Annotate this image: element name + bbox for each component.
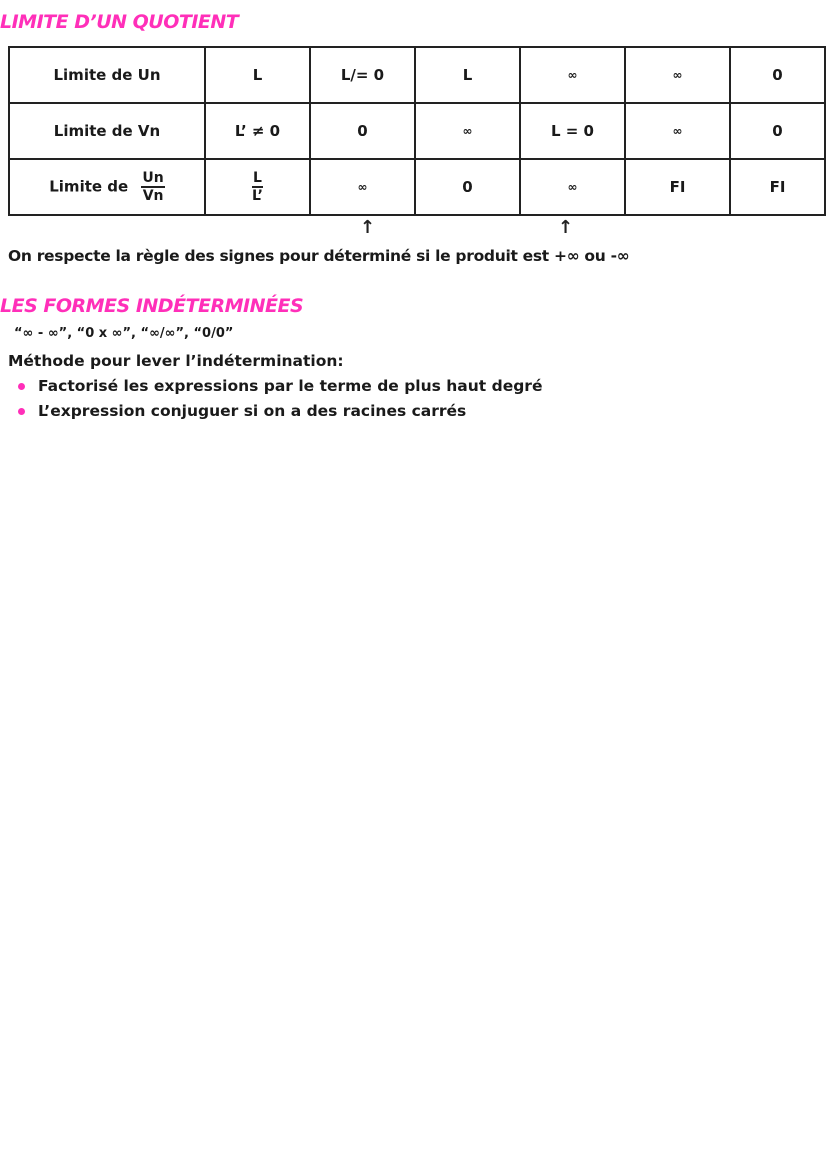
row-label-quotient — [9, 159, 205, 215]
table-cell: ∞ — [625, 103, 730, 159]
indeterminate-forms-list: “∞ - ∞”, “0 x ∞”, “∞/∞”, “0/0” — [14, 326, 234, 341]
table-cell: L — [415, 47, 520, 103]
fraction-denominator: Vn — [142, 188, 164, 204]
table-row-quotient — [9, 159, 825, 215]
arrow-up-icon: ↑ — [558, 217, 574, 238]
table-cell: 0 — [730, 103, 825, 159]
table-row-vn — [9, 103, 825, 159]
fraction-numerator: Un — [142, 170, 164, 186]
table-cell: 0 — [415, 159, 520, 215]
table-cell-fraction — [205, 159, 310, 215]
table-cell: ∞ — [625, 47, 730, 103]
table-cell: L’ ≠ 0 — [205, 103, 310, 159]
fraction-denominator: L’ — [251, 188, 264, 204]
table-cell: ∞ — [520, 47, 625, 103]
row-label-un: Limite de Un — [9, 47, 205, 103]
method-label: Méthode pour lever l’indétermination: — [8, 352, 344, 370]
table-cell: L = 0 — [520, 103, 625, 159]
list-item — [0, 400, 542, 425]
table-cell: ∞ — [310, 159, 415, 215]
list-item-text: Factorisé les expressions par le terme de plus haut degré — [38, 377, 543, 395]
arrow-up-icon: ↑ — [360, 217, 376, 238]
row-label-quotient-text: Limite de — [49, 177, 129, 196]
bullet-dot-icon — [18, 408, 25, 415]
bullet-dot-icon — [18, 383, 25, 390]
fraction-l-lprime — [252, 171, 263, 203]
section-title-formes-indeterminees: LES FORMES INDÉTERMINÉES — [0, 295, 304, 317]
table-cell: ∞ — [520, 159, 625, 215]
list-item — [0, 375, 542, 400]
table-cell: FI — [730, 159, 825, 215]
table-cell: L/= 0 — [310, 47, 415, 103]
table-cell: FI — [625, 159, 730, 215]
table-cell: 0 — [310, 103, 415, 159]
table-cell: ∞ — [415, 103, 520, 159]
table-row-un — [9, 47, 825, 103]
method-bullet-list — [0, 375, 542, 425]
list-item-text: L’expression conjuguer si on a des racines carrés — [38, 402, 467, 420]
row-label-vn: Limite de Vn — [9, 103, 205, 159]
table-cell: L — [205, 47, 310, 103]
table-cell: 0 — [730, 47, 825, 103]
fraction-numerator: L — [253, 170, 262, 186]
limits-table — [8, 46, 826, 216]
fraction-un-vn — [141, 171, 164, 203]
sign-rule-note: On respecte la règle des signes pour déterminé si le produit est +∞ ou -∞ — [8, 247, 630, 265]
section-title-limite-quotient: LIMITE D’UN QUOTIENT — [0, 11, 239, 33]
